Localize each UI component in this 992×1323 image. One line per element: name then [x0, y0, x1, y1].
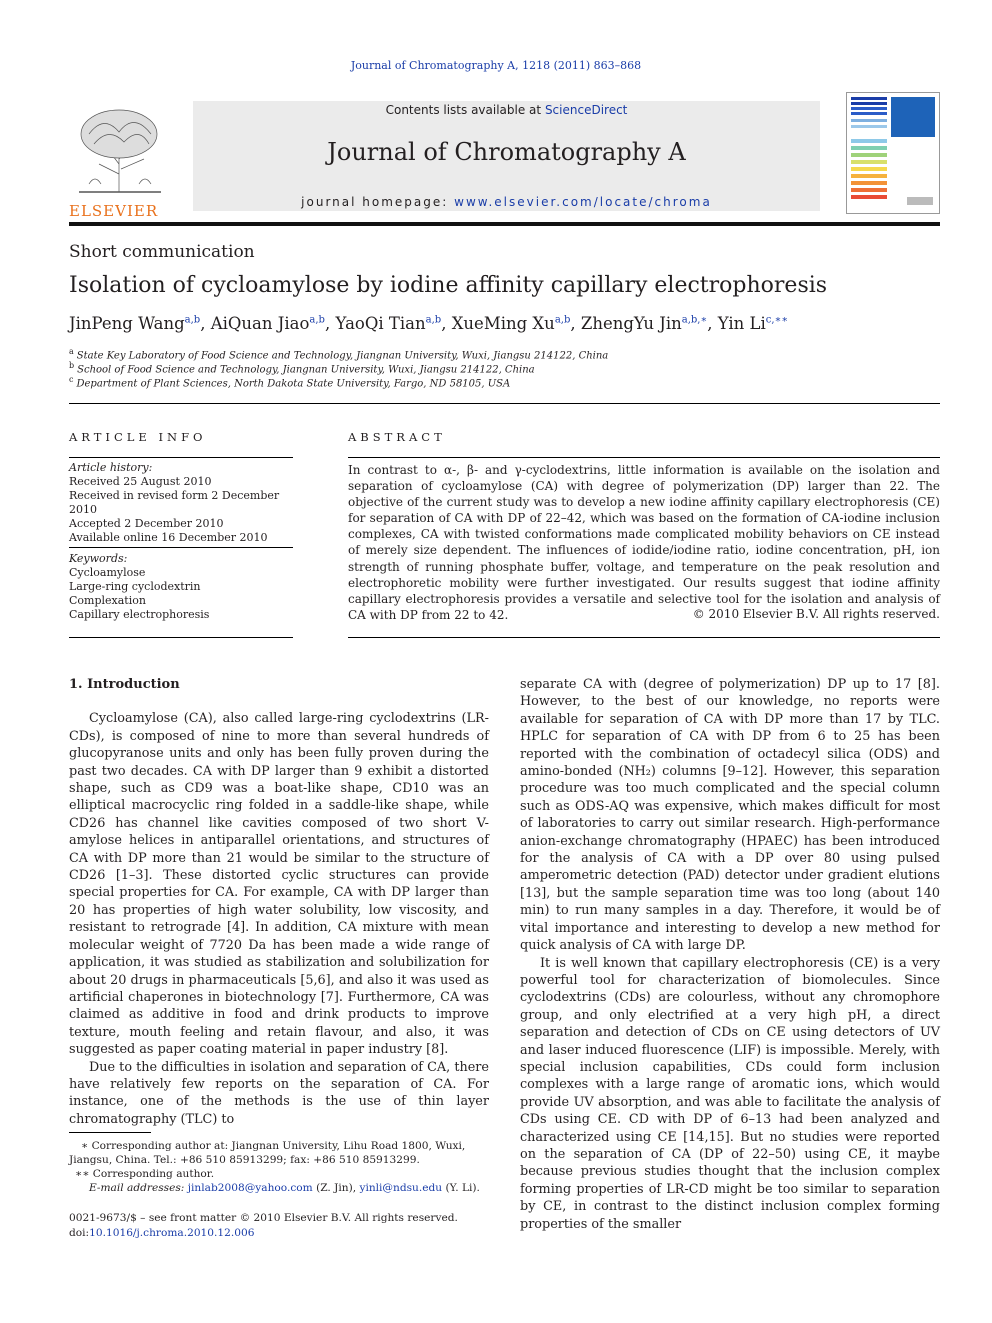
article-history: [69, 461, 293, 545]
issn-line: 0021-9673/$ – see front matter © 2010 Elsevier B.V. All rights reserved.: [69, 1212, 458, 1224]
keyword: Capillary electrophoresis: [69, 608, 210, 621]
author[interactable]: [69, 314, 211, 333]
affiliation: [69, 375, 940, 389]
sciencedirect-link[interactable]: ScienceDirect: [544, 103, 628, 117]
elsevier-logo[interactable]: [69, 104, 172, 220]
history-item: Received 25 August 2010: [69, 475, 212, 488]
journal-citation[interactable]: Journal of Chromatography A, 1218 (2011) 863–868: [350, 59, 642, 72]
history-item: Available online 16 December 2010: [69, 531, 268, 544]
keyword: Complexation: [69, 594, 146, 607]
affiliation: [69, 361, 940, 375]
footnote-corresponding-1: ∗ Corresponding author at: Jiangnan University, Lihu Road 1800, Wuxi, Jiangsu, China. Tel.: +86 510 85913299; fax: +86 510 85913299.: [69, 1140, 466, 1166]
elsevier-tree-icon: [69, 104, 172, 196]
keywords-label: Keywords:: [69, 552, 128, 565]
journal-cover-thumbnail[interactable]: [846, 92, 940, 214]
affiliation-text: State Key Laboratory of Food Science and Technology, Jiangnan University, Wuxi, Jiangsu 214122, China: [76, 350, 609, 362]
history-label: Article history:: [69, 461, 153, 474]
author-sep: ,: [200, 314, 211, 333]
keywords: [69, 552, 293, 622]
affiliation-label: c: [69, 375, 74, 384]
email-owner: (Z. Jin),: [312, 1182, 360, 1194]
article-type: Short communication: [69, 242, 255, 262]
email-link[interactable]: yinli@ndsu.edu: [359, 1182, 443, 1194]
affiliation-label: b: [69, 361, 75, 370]
divider: [69, 547, 293, 548]
author-name: YaoQi Tian: [335, 314, 426, 333]
author[interactable]: [718, 314, 788, 333]
author[interactable]: [581, 314, 718, 333]
author-name: ZhengYu Jin: [580, 314, 682, 333]
footnote-emails: [69, 1181, 491, 1195]
footnotes: [69, 1139, 491, 1195]
author[interactable]: [211, 314, 336, 333]
paragraph: separate CA with (degree of polymerization) DP up to 17 [8]. However, to the best of our knowledge, no reports were available for separation of CA with DP more than 17 by TLC. HPLC for separation of CA with DP from 6 to 25 has been reported with the combination of octadecyl silica (ODS) and amino-bonded (NH₂) columns [9–12]. However, this separation procedure was too much complicated and the special column such as ODS-AQ was expensive, which makes difficult for most of laboratories to carry out similar research. High-performance anion-exchange chromatography (HPAEC) has been introduced for the analysis of CA with a DP over 80 using pulsed amperometric detection (PAD) detector under gradient elutions [13], but the sample separation time was too long (about 140 min) to run many samples in a day. Therefore, it would be of vital importance and interesting to develop a new method for quick analysis of CA with large DP.: [520, 677, 940, 954]
author-name: Yin Li: [717, 314, 766, 333]
email-link[interactable]: jinlab2008@yahoo.com: [187, 1182, 313, 1194]
email-owner: (Y. Li).: [442, 1182, 480, 1194]
paragraph: Due to the difficulties in isolation and separation of CA, there have relatively few reports on the separation of CA. For instance, one of the methods is the use of thin layer chromatography (TLC) to: [69, 1059, 489, 1127]
author-affil-sup[interactable]: a,b,∗: [681, 314, 708, 326]
elsevier-wordmark: ELSEVIER: [69, 202, 159, 220]
doi-label: doi:: [69, 1227, 90, 1239]
homepage-link[interactable]: www.elsevier.com/locate/chroma: [454, 195, 712, 209]
keyword: Cycloamylose: [69, 566, 146, 579]
author[interactable]: [335, 314, 451, 333]
abstract-heading: ABSTRACT: [348, 430, 446, 444]
journal-name: Journal of Chromatography A: [327, 138, 686, 166]
body-right-column: [520, 676, 940, 1233]
author-affil-sup[interactable]: a,b: [309, 314, 325, 326]
footnote-rule: [69, 1132, 151, 1133]
article-title: Isolation of cycloamylose by iodine affinity capillary electrophoresis: [69, 273, 828, 298]
divider: [69, 637, 293, 638]
affiliation-text: School of Food Science and Technology, Jiangnan University, Wuxi, Jiangsu 214122, China: [77, 364, 535, 376]
email-label: E-mail addresses:: [89, 1182, 188, 1194]
cover-image-icon: [847, 93, 939, 213]
author-list: [69, 314, 940, 333]
author-name: JinPeng Wang: [69, 314, 185, 333]
author-sep: ,: [324, 314, 336, 333]
author-sep: ,: [707, 314, 718, 333]
author-affil-sup[interactable]: c,∗∗: [765, 314, 789, 326]
author-name: XueMing Xu: [451, 314, 555, 333]
article-info-heading: ARTICLE INFO: [69, 430, 207, 444]
divider: [69, 457, 293, 458]
author-affil-sup[interactable]: a,b: [554, 314, 571, 326]
author[interactable]: [452, 314, 581, 333]
history-item: Received in revised form 2 December 2010: [69, 489, 280, 516]
affiliation-label: a: [69, 347, 74, 356]
divider: [348, 457, 940, 458]
paragraph: Cycloamylose (CA), also called large-ring cyclodextrins (LR-CDs), is composed of nine to more than several hundreds of glucopyranose units and only has been fully proven during the past two decades. CA with DP larger than 9 exhibit a distorted shape, such as CD9 was a boat-like shape, CD10 was an elliptical macrocyclic ring folded in a saddle-like shape, while CD26 has channel like cavities composed of two short V-amylose helices in antiparallel orientations, and structures of CA with DP more than 21 would be similar to the structure of CD26 [1–3]. These distorted cyclic structures can provide special properties for CA. For example, CA with DP larger than 20 has properties of high water solubility, low viscosity, and resistant to retrograde [4]. In addition, CA mixture with mean molecular weight of 7720 Da has been made a wide range of application, it was studied as stabilization and solubilization for about 20 drugs in pharmaceuticals [5,6], and also it was used as artificial chaperones in biotechnology [7]. Furthermore, CA was claimed as additive in food and drink products to improve texture, mouth feeling and retain flavour, and also, it was suggested as paper coating material in paper industry [8].: [69, 711, 489, 1058]
divider: [69, 403, 940, 404]
contents-prefix: Contents lists available at: [385, 103, 545, 117]
author-affil-sup[interactable]: a,b: [184, 314, 201, 326]
author-sep: ,: [441, 314, 452, 333]
keyword: Large-ring cyclodextrin: [69, 580, 201, 593]
abstract-copyright: © 2010 Elsevier B.V. All rights reserved.: [692, 607, 940, 621]
journal-homepage: [193, 195, 820, 209]
paragraph: It is well known that capillary electrophoresis (CE) is a very powerful tool for characterization of biomolecules. Since cyclodextrins (CDs) are colourless, without any chromophore group, and only electrified at a very high pH, a direct separation and detection of CDs on CE using detectors of UV and laser induced fluorescence (LIF) is impossible. Merely, with special inclusion capabilities, CDs could form inclusion complexes with a large range of aromatic ions, which would provide UV absorption, and was able to facilitate the analysis of CDs using CE. CD with DP of 6–13 had been analyzed and characterized using CE [14,15]. But no studies were reported on the separation of CA (DP of 22–50) using CE, it maybe because previous studies thought that the inclusion complex forming properties of LR-CD might be too similar to separation by CE, in contrast to the distinct inclusion complex forming properties of the smaller: [520, 955, 940, 1232]
abstract-text: In contrast to α-, β- and γ-cyclodextrins, little information is available on the isolation and separation of cycloamylose (CA) with degree of polymerization (DP) larger than 22. The objective of the current study was to develop a new iodine affinity capillary electrophoresis (CE) for separation of CA with DP of 22–42, which was based on the formation of CA-iodine inclusion complexes, CA with twisted conformations made complicated mobility behaviors on CE instead of merely size dependent. The influences of iodide/iodine ratio, iodine concentration, pH, ion strength of running phosphate buffer, voltage, and temperature on the peak resolution and electrophoretic mobility were further investigated. Our results suggest that iodine affinity capillary electrophoresis provides a versatile and selective tool for the isolation and analysis of CA with DP from 22 to 42.: [348, 463, 940, 622]
affiliation-text: Department of Plant Sciences, North Dakota State University, Fargo, ND 58105, USA: [76, 378, 511, 390]
author-sep: ,: [570, 314, 581, 333]
author-affil-sup[interactable]: a,b: [425, 314, 442, 326]
doi-link[interactable]: 10.1016/j.chroma.2010.12.006: [89, 1227, 255, 1239]
affiliation: [69, 347, 940, 361]
divider: [348, 637, 940, 638]
body-left-column: [69, 676, 489, 1128]
contents-line: [193, 103, 820, 117]
header-rule: [69, 222, 940, 226]
footnote-corresponding-2: ∗∗ Corresponding author.: [75, 1168, 215, 1180]
doi-line: [69, 1226, 254, 1240]
author-name: AiQuan Jiao: [210, 314, 310, 333]
homepage-prefix: journal homepage:: [301, 195, 455, 209]
section-heading: 1. Introduction: [69, 677, 180, 692]
history-item: Accepted 2 December 2010: [69, 517, 224, 530]
